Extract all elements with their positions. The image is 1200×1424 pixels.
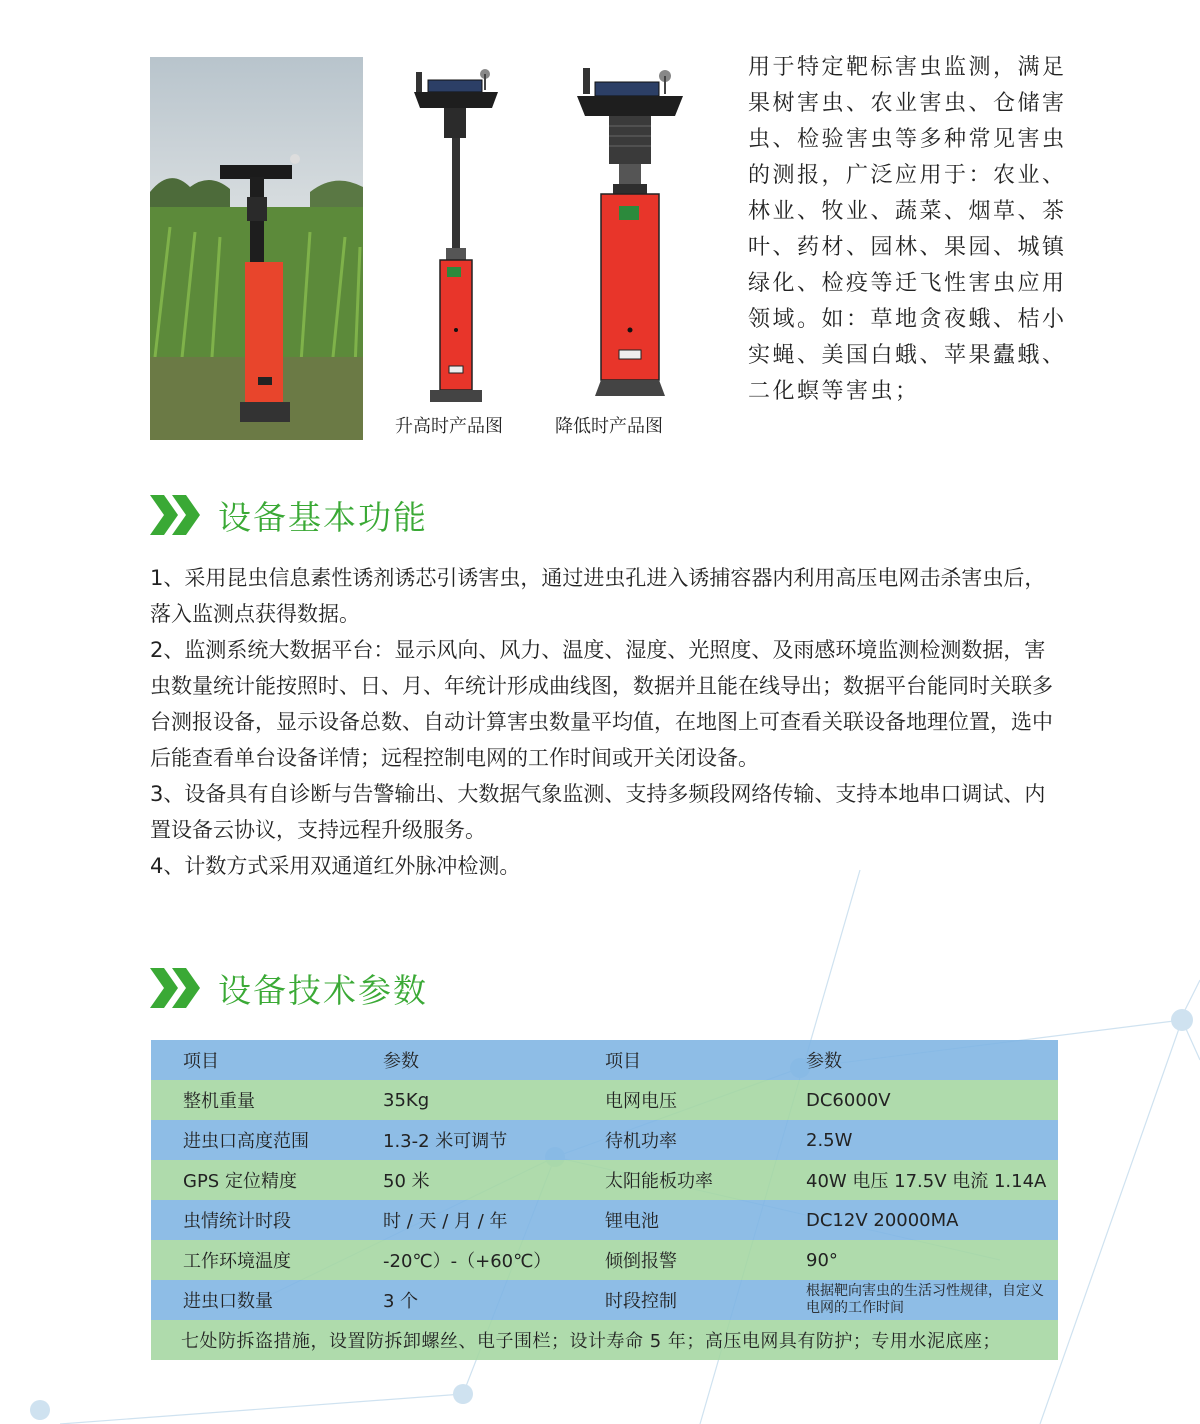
- table-cell: 时段控制: [573, 1280, 774, 1320]
- table-cell: 1.3-2 米可调节: [351, 1120, 573, 1160]
- table-cell: GPS 定位精度: [151, 1160, 351, 1200]
- product-lowered-image: [565, 60, 695, 405]
- table-cell: 工作环境温度: [151, 1240, 351, 1280]
- functions-list: [150, 560, 1060, 884]
- table-row: [151, 1280, 1058, 1320]
- table-cell: 锂电池: [573, 1200, 774, 1240]
- table-row: [151, 1200, 1058, 1240]
- function-item-1: 1、采用昆虫信息素性诱剂诱芯引诱害虫，通过进虫孔进入诱捕容器内利用高压电网击杀害虫后，落入监测点获得数据。: [150, 566, 1046, 626]
- function-item-4: 4、计数方式采用双通道红外脉冲检测。: [150, 854, 521, 878]
- function-item-2: 2、监测系统大数据平台：显示风向、风力、温度、湿度、光照度、及雨感环境监测检测数据，害虫数量统计能按照时、日、月、年统计形成曲线图，数据并且能在线导出；数据平台能同时关联多台测报设备，显示设备总数、自动计算害虫数量平均值，在地图上可查看关联设备地理位置，选中后能查看单台设备详情；远程控制电网的工作时间或开关闭设备。: [150, 638, 1053, 770]
- table-cell: 90°: [774, 1240, 1058, 1280]
- table-cell: 进虫口数量: [151, 1280, 351, 1320]
- caption-lowered: 降低时产品图: [555, 416, 663, 437]
- table-cell: 太阳能板功率: [573, 1160, 774, 1200]
- double-chevron-icon: [150, 495, 202, 535]
- table-cell: DC12V 20000MA: [774, 1200, 1058, 1240]
- table-cell: 电网电压: [573, 1080, 774, 1120]
- caption-raised: 升高时产品图: [395, 416, 503, 437]
- spec-table: [151, 1040, 1058, 1360]
- table-cell: 根据靶向害虫的生活习性规律，自定义电网的工作时间: [774, 1280, 1058, 1320]
- product-raised-image: [400, 60, 512, 405]
- table-cell: 40W 电压 17.5V 电流 1.14A: [774, 1160, 1058, 1200]
- table-row: [151, 1240, 1058, 1280]
- table-cell: 虫情统计时段: [151, 1200, 351, 1240]
- table-row: [151, 1120, 1058, 1160]
- table-cell: 35Kg: [351, 1080, 573, 1120]
- intro-paragraph: 用于特定靶标害虫监测，满足果树害虫、农业害虫、仓储害虫、检验害虫等多种常见害虫的测报，广泛应用于：农业、林业、牧业、蔬菜、烟草、茶叶、药材、园林、果园、城镇绿化、检疫等迁飞性害虫应用领域。如：草地贪夜蛾、桔小实蝇、美国白蛾、苹果蠹蛾、二化螟等害虫；: [748, 55, 1067, 404]
- table-row: [151, 1160, 1058, 1200]
- section-header-specs: [150, 963, 428, 1013]
- section-title-specs: 设备技术参数: [218, 970, 428, 1010]
- table-header-cell: 项目: [573, 1040, 774, 1080]
- table-footer-cell: 七处防拆盗措施，设置防拆卸螺丝、电子围栏；设计寿命 5 年；高压电网具有防护；专用水泥底座；: [151, 1320, 1058, 1360]
- function-item-3: 3、设备具有自诊断与告警输出、大数据气象监测、支持多频段网络传输、支持本地串口调试、内置设备云协议，支持远程升级服务。: [150, 782, 1046, 842]
- table-row: [151, 1080, 1058, 1120]
- table-footer-row: [151, 1320, 1058, 1360]
- table-header-cell: 项目: [151, 1040, 351, 1080]
- section-header-functions: [150, 490, 428, 540]
- table-cell: 50 米: [351, 1160, 573, 1200]
- table-header-cell: 参数: [351, 1040, 573, 1080]
- table-header-cell: 参数: [774, 1040, 1058, 1080]
- table-cell: 待机功率: [573, 1120, 774, 1160]
- double-chevron-icon: [150, 968, 202, 1008]
- table-cell: 进虫口高度范围: [151, 1120, 351, 1160]
- table-cell: 3 个: [351, 1280, 573, 1320]
- table-cell: 整机重量: [151, 1080, 351, 1120]
- table-cell: -20℃）-（+60℃）: [351, 1240, 573, 1280]
- table-cell: 2.5W: [774, 1120, 1058, 1160]
- table-cell: DC6000V: [774, 1080, 1058, 1120]
- table-cell: 倾倒报警: [573, 1240, 774, 1280]
- table-cell: 时 / 天 / 月 / 年: [351, 1200, 573, 1240]
- field-photo-image: [150, 57, 363, 440]
- section-title-functions: 设备基本功能: [218, 497, 428, 537]
- table-header-row: [151, 1040, 1058, 1080]
